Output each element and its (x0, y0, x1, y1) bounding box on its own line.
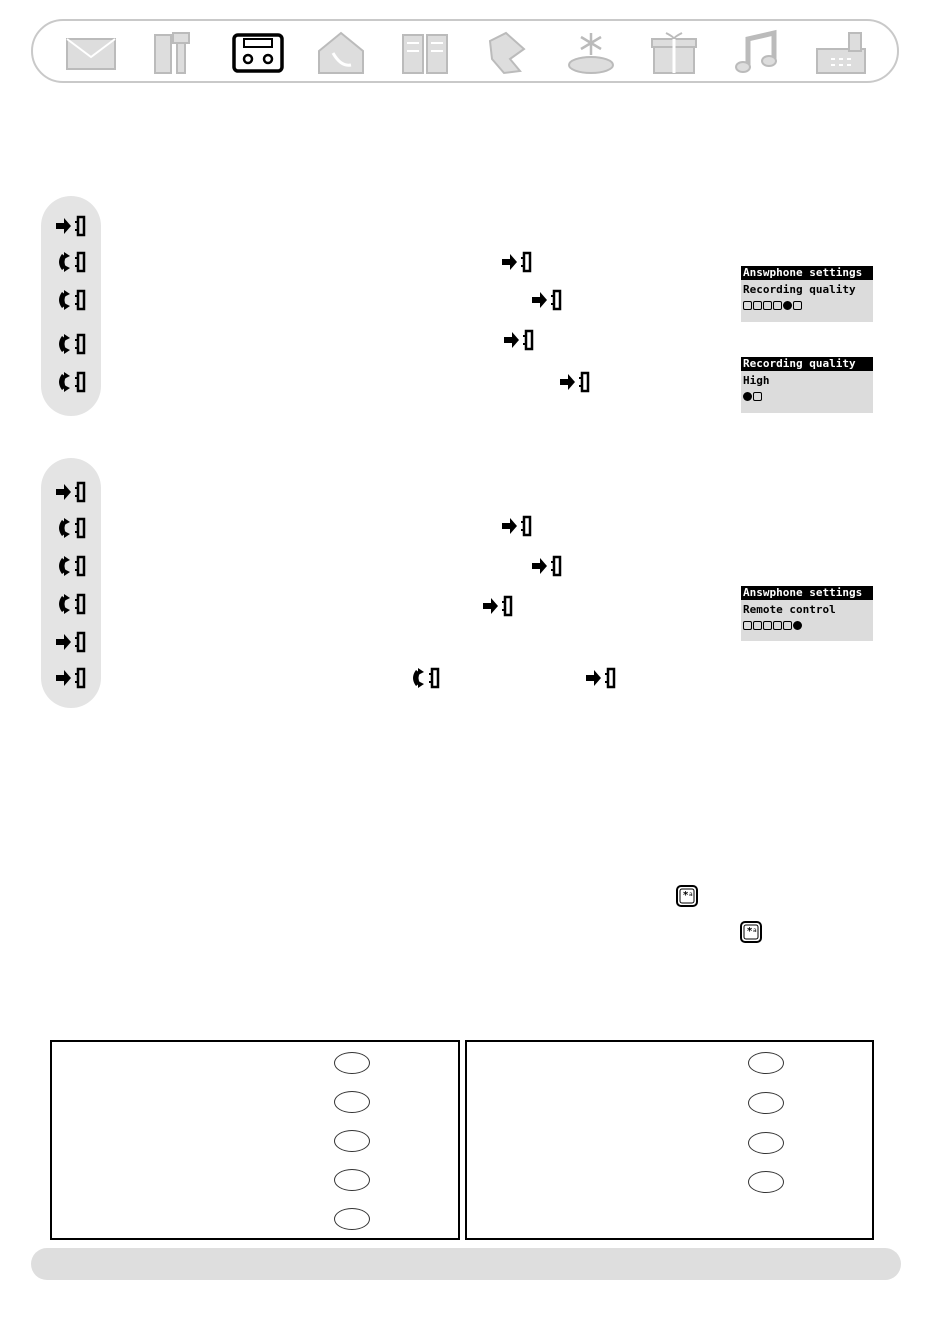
lcd-position-indicator (741, 298, 873, 312)
lcd-position-indicator (741, 618, 873, 632)
ok-key-icon (530, 288, 564, 312)
ok-key-icon (481, 594, 515, 618)
navigation-key-icon (54, 554, 88, 578)
command-table-right (465, 1040, 874, 1240)
gift-icon[interactable] (646, 29, 702, 77)
lcd-title: Recording quality (741, 357, 873, 371)
lcd-screen-answphone-settings (741, 266, 873, 322)
key-oval (334, 1208, 370, 1230)
key-oval (748, 1171, 784, 1193)
envelope-icon[interactable] (63, 29, 119, 77)
navigation-key-icon (54, 370, 88, 394)
ok-key-icon (54, 630, 88, 654)
navigation-key-icon (54, 250, 88, 274)
ok-key-icon (500, 250, 534, 274)
ok-key-icon (54, 666, 88, 690)
tools-icon[interactable] (147, 29, 203, 77)
ok-key-icon (530, 554, 564, 578)
key-oval (334, 1169, 370, 1191)
base-station-icon[interactable] (813, 29, 869, 77)
handset-icon[interactable] (480, 29, 536, 77)
ok-key-icon (54, 480, 88, 504)
navigation-key-icon (54, 592, 88, 616)
key-oval (748, 1132, 784, 1154)
navigation-key-icon (54, 288, 88, 312)
check-icon (743, 392, 752, 401)
lcd-title: Answphone settings (741, 586, 873, 600)
answering-machine-icon[interactable] (230, 29, 286, 77)
key-oval (334, 1130, 370, 1152)
key-oval (748, 1092, 784, 1114)
antenna-icon[interactable] (563, 29, 619, 77)
lcd-screen-recording-quality (741, 357, 873, 413)
lcd-title: Answphone settings (741, 266, 873, 280)
house-phone-icon[interactable] (313, 29, 369, 77)
lcd-line: High (743, 374, 770, 387)
ok-key-icon (558, 370, 592, 394)
lcd-position-indicator (741, 389, 873, 403)
ok-key-icon (54, 214, 88, 238)
lcd-line: Recording quality (743, 283, 856, 296)
ok-key-icon (502, 328, 536, 352)
navigation-key-icon (408, 666, 442, 690)
lcd-screen-remote-control (741, 586, 873, 641)
star-key-icon (739, 920, 763, 944)
key-oval (334, 1052, 370, 1074)
footer-bar (31, 1248, 901, 1280)
phonebook-icon[interactable] (397, 29, 453, 77)
navigation-key-icon (54, 516, 88, 540)
key-oval (334, 1091, 370, 1113)
key-oval (748, 1052, 784, 1074)
ok-key-icon (584, 666, 618, 690)
star-key-icon (675, 884, 699, 908)
menu-icon-bar (31, 19, 899, 83)
navigation-key-icon (54, 332, 88, 356)
music-note-icon[interactable] (730, 29, 786, 77)
ok-key-icon (500, 514, 534, 538)
command-table-left (50, 1040, 460, 1240)
lcd-line: Remote control (743, 603, 836, 616)
